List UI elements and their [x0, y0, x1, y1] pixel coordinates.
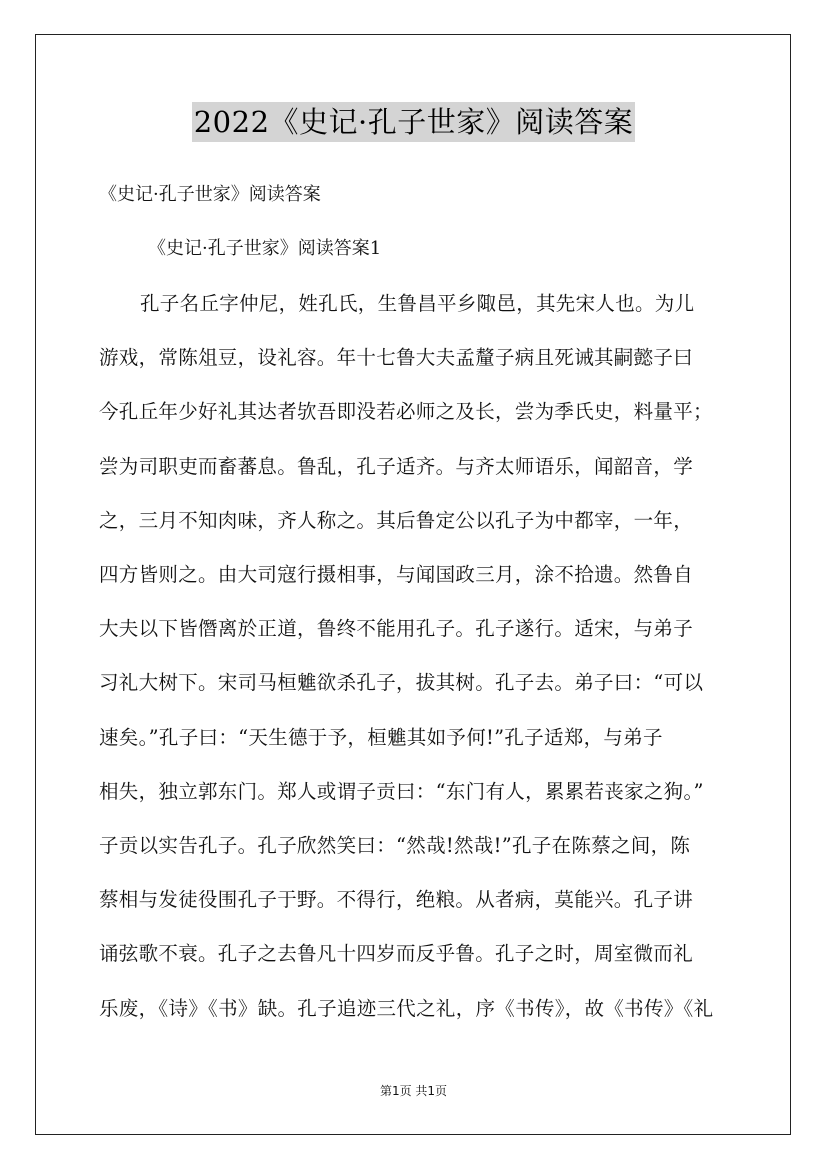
- document-subtitle: 《史记·孔子世家》阅读答案: [99, 184, 321, 205]
- document-title: 2022《史记·孔子世家》阅读答案: [192, 102, 636, 142]
- body-line: 相失，独立郭东门。郑人或谓子贡曰：“东门有人，累累若丧家之狗。”: [99, 779, 704, 803]
- body-line: 子贡以实告孔子。孔子欣然笑曰：“然哉!然哉!”孔子在陈蔡之间，陈: [99, 834, 691, 857]
- body-line: 乐废，《诗》《书》缺。孔子追迹三代之礼，序《书传》，故《书传》《礼: [99, 996, 714, 1020]
- body-line: 尝为司职吏而畜蕃息。鲁乱，孔子适齐。与齐太师语乐，闻韶音，学: [99, 454, 694, 478]
- body-line: 速矣。”孔子曰：“天生德于予，桓魋其如予何!”孔子适郑，与弟子: [99, 725, 663, 749]
- body-line: 游戏，常陈俎豆，设礼容。年十七鲁大夫孟釐子病且死诫其嗣懿子曰: [99, 346, 694, 370]
- body-line: 大夫以下皆僭离於正道，鲁终不能用孔子。孔子遂行。适宋，与弟子: [99, 617, 694, 641]
- section-heading: 《史记·孔子世家》阅读答案1: [148, 238, 382, 259]
- body-line: 孔子名丘字仲尼，姓孔氏，生鲁昌平乡陬邑，其先宋人也。为儿: [140, 292, 695, 315]
- body-line: 今孔丘年少好礼其达者欤吾即没若必师之及长，尝为季氏史，料量平；: [99, 400, 713, 424]
- page-footer: 第1页 共1页: [379, 1084, 448, 1098]
- body-line: 诵弦歌不衰。孔子之去鲁凡十四岁而反乎鲁。孔子之时，周室微而礼: [99, 942, 694, 966]
- body-line: 蔡相与发徒役围孔子于野。不得行，绝粮。从者病，莫能兴。孔子讲: [99, 888, 694, 912]
- body-line: 习礼大树下。宋司马桓魋欲杀孔子，拔其树。孔子去。弟子曰：“可以: [99, 671, 704, 695]
- body-line: 四方皆则之。由大司寇行摄相事，与闻国政三月，涂不拾遗。然鲁自: [99, 563, 694, 586]
- body-line: 之，三月不知肉味，齐人称之。其后鲁定公以孔子为中都宰，一年，: [99, 508, 694, 532]
